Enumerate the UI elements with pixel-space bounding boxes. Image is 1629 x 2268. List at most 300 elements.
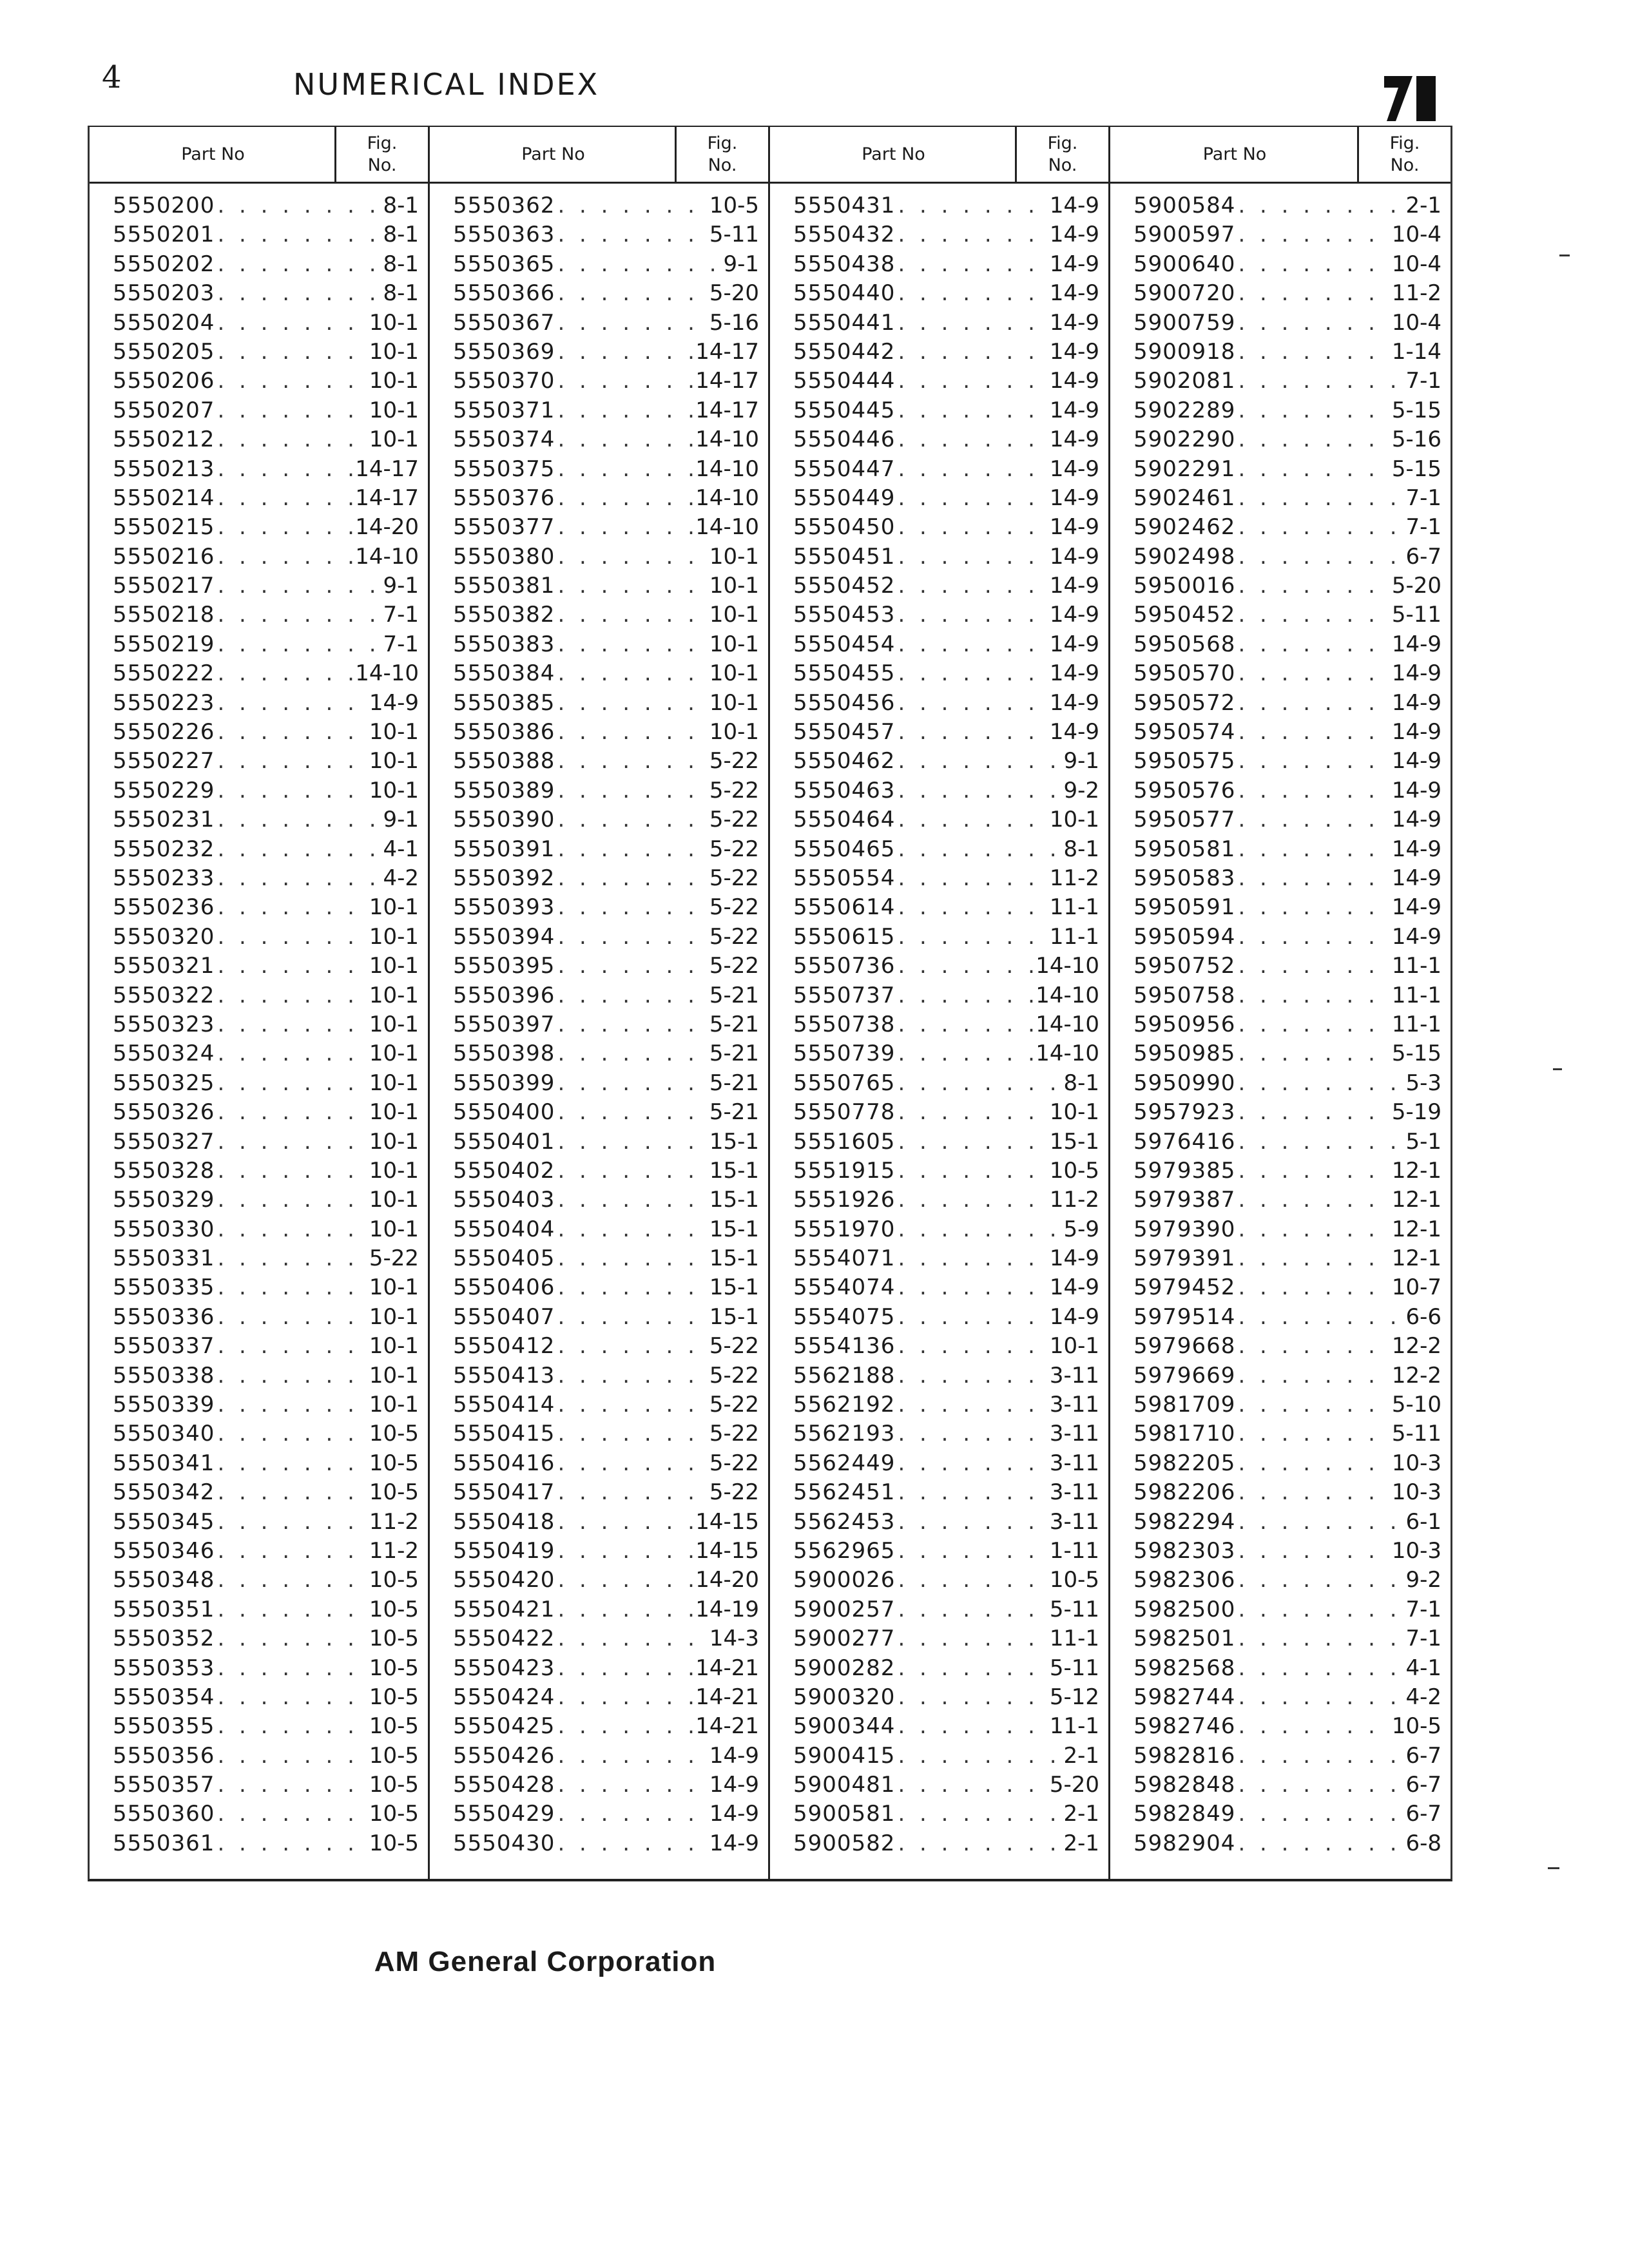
index-row (430, 1392, 768, 1421)
leader-dots (217, 514, 352, 540)
index-row (90, 427, 428, 456)
part-number: 5550432 (793, 222, 896, 248)
leader-dots (1238, 456, 1389, 482)
index-row (430, 983, 768, 1012)
index-row (770, 485, 1108, 514)
index-row (770, 807, 1108, 836)
index-row (90, 1041, 428, 1070)
part-number: 5550413 (453, 1362, 555, 1389)
index-row (90, 193, 428, 222)
leader-dots (557, 1158, 706, 1184)
figure-number: 14-10 (695, 485, 759, 511)
leader-dots (557, 514, 693, 540)
figure-number: 14-9 (709, 1801, 759, 1827)
figure-number: 14-20 (695, 1567, 759, 1593)
index-row (770, 1509, 1108, 1538)
leader-dots (898, 1567, 1046, 1593)
index-row (90, 865, 428, 894)
leader-dots (217, 398, 366, 423)
part-number: 5982816 (1133, 1742, 1236, 1769)
part-number: 5982501 (1133, 1626, 1236, 1652)
index-row (430, 1713, 768, 1742)
leader-dots (217, 1363, 366, 1389)
index-row (770, 1655, 1108, 1684)
index-row (430, 544, 768, 573)
figure-number: 5-20 (1391, 573, 1441, 599)
part-number: 5550442 (793, 338, 896, 365)
part-number: 5550206 (113, 368, 215, 394)
part-number: 5550336 (113, 1303, 215, 1330)
part-number: 5982206 (1133, 1479, 1236, 1506)
index-row (770, 427, 1108, 456)
part-number: 5982303 (1133, 1537, 1236, 1564)
figure-number: 10-5 (1049, 1157, 1099, 1184)
part-number: 5550392 (453, 865, 555, 891)
index-row (430, 1538, 768, 1567)
part-number: 5550322 (113, 982, 215, 1008)
figure-number: 10-1 (369, 1274, 419, 1301)
leader-dots (898, 924, 1046, 950)
part-number: 5950575 (1133, 748, 1236, 774)
part-number: 5979387 (1133, 1187, 1236, 1213)
part-number: 5550362 (453, 193, 555, 218)
part-number: 5550202 (113, 251, 215, 277)
part-number: 5982904 (1133, 1830, 1236, 1856)
figure-number: 14-9 (1049, 427, 1099, 453)
figure-number: 11-1 (1049, 1626, 1099, 1652)
leader-dots (1238, 748, 1389, 774)
figure-number: 10-5 (369, 1742, 419, 1769)
figure-number: 14-9 (1391, 807, 1441, 833)
figure-number: 10-1 (709, 689, 759, 716)
figure-number: 11-2 (1049, 865, 1099, 891)
index-column-1 (90, 127, 430, 1879)
figure-number: 6-6 (1405, 1303, 1441, 1330)
figure-number: 3-11 (1049, 1508, 1099, 1535)
leader-dots (217, 953, 366, 979)
figure-number: 14-10 (355, 543, 419, 570)
index-row (430, 339, 768, 368)
leader-dots (1238, 1450, 1389, 1476)
figure-number: 14-9 (1391, 777, 1441, 803)
figure-number: 10-1 (369, 1157, 419, 1184)
index-rows (90, 193, 428, 1860)
part-number: 5550229 (113, 777, 215, 803)
leader-dots (898, 1713, 1046, 1739)
figure-number: 10-5 (369, 1713, 419, 1740)
index-row (770, 690, 1108, 719)
index-row (430, 1274, 768, 1303)
index-row (430, 280, 768, 309)
index-row (1110, 573, 1451, 602)
leader-dots (1238, 1070, 1403, 1096)
index-row (430, 456, 768, 485)
leader-dots (217, 1099, 366, 1125)
figure-number: 10-5 (369, 1655, 419, 1681)
figure-number: 10-1 (369, 953, 419, 979)
index-row (770, 1363, 1108, 1392)
leader-dots (217, 778, 366, 803)
leader-dots (898, 1363, 1046, 1389)
figure-number: 14-9 (1049, 222, 1099, 248)
index-row (770, 748, 1108, 777)
part-number: 5982849 (1133, 1801, 1236, 1827)
figure-number: 14-21 (695, 1713, 759, 1740)
index-row (90, 1597, 428, 1626)
leader-dots (557, 719, 706, 745)
fig-label-top: Fig. (1389, 133, 1420, 153)
figure-number: 14-9 (1049, 397, 1099, 423)
leader-dots (898, 1450, 1046, 1476)
leader-dots (1238, 690, 1389, 716)
part-number: 5550377 (453, 514, 555, 541)
part-number: 5979669 (1133, 1362, 1236, 1389)
figure-number: 14-9 (1049, 660, 1099, 687)
part-number: 5562965 (793, 1537, 896, 1564)
part-number: 5550462 (793, 748, 896, 774)
part-number: 5550398 (453, 1041, 555, 1067)
figure-number: 10-5 (369, 1450, 419, 1476)
index-row (90, 251, 428, 280)
index-row (90, 1187, 428, 1216)
leader-dots (557, 1597, 693, 1622)
index-row (1110, 778, 1451, 807)
index-row (770, 1187, 1108, 1216)
part-number: 5902498 (1133, 543, 1236, 570)
leader-dots (1238, 1597, 1403, 1622)
leader-dots (898, 1158, 1046, 1184)
index-row (430, 222, 768, 251)
part-number: 5550214 (113, 485, 215, 511)
part-number: 5550455 (793, 660, 896, 687)
leader-dots (1238, 544, 1403, 570)
margin-mark (1553, 1068, 1562, 1070)
leader-dots (898, 1216, 1061, 1242)
figure-number: 10-5 (369, 1830, 419, 1856)
index-row (90, 1333, 428, 1362)
part-number: 5550351 (113, 1596, 215, 1622)
leader-dots (557, 836, 706, 862)
leader-dots (557, 1070, 706, 1096)
leader-dots (898, 1538, 1046, 1564)
index-row (430, 193, 768, 222)
index-row (770, 1743, 1108, 1772)
leader-dots (898, 193, 1046, 218)
part-number: 5550200 (113, 193, 215, 218)
part-number: 5550203 (113, 280, 215, 307)
leader-dots (557, 690, 706, 716)
part-number: 5550320 (113, 923, 215, 950)
leader-dots (217, 631, 380, 657)
index-row (430, 748, 768, 777)
figure-number: 3-11 (1049, 1362, 1099, 1389)
leader-dots (557, 222, 706, 247)
part-number: 5550440 (793, 280, 896, 307)
part-number: 5550327 (113, 1128, 215, 1155)
index-row (1110, 865, 1451, 894)
figure-number: 7-1 (383, 602, 419, 628)
index-row (90, 836, 428, 865)
figure-number: 14-9 (1049, 1303, 1099, 1330)
index-row (430, 1509, 768, 1538)
index-row (770, 339, 1108, 368)
figure-number: 14-9 (1391, 719, 1441, 745)
index-row (1110, 983, 1451, 1012)
leader-dots (1238, 427, 1389, 452)
figure-number: 2-1 (1063, 1830, 1099, 1856)
leader-dots (1238, 1304, 1403, 1330)
figure-number: 15-1 (709, 1245, 759, 1272)
figure-number: 4-2 (1405, 1684, 1441, 1710)
part-number: 5550385 (453, 689, 555, 716)
footer-company-name: AM General Corporation (374, 1946, 717, 1977)
leader-dots (217, 1129, 366, 1155)
leader-dots (898, 1304, 1046, 1330)
part-number: 5950572 (1133, 689, 1236, 716)
part-number: 5550374 (453, 427, 555, 453)
figure-number: 5-22 (709, 923, 759, 950)
part-number: 5550426 (453, 1742, 555, 1769)
part-number: 5900581 (793, 1801, 896, 1827)
figure-number: 6-7 (1405, 543, 1441, 570)
index-row (430, 602, 768, 631)
figure-number: 10-1 (369, 1187, 419, 1213)
index-row (90, 748, 428, 777)
index-column-3 (770, 127, 1110, 1879)
part-number: 5550354 (113, 1684, 215, 1710)
part-number: 5550217 (113, 573, 215, 599)
index-row (90, 280, 428, 309)
leader-dots (898, 1597, 1046, 1622)
leader-dots (217, 1831, 366, 1856)
part-number: 5562453 (793, 1508, 896, 1535)
part-number: 5550386 (453, 719, 555, 745)
figure-number: 5-22 (709, 1450, 759, 1476)
part-no-header: Part No (521, 144, 585, 164)
leader-dots (1238, 193, 1403, 218)
figure-number: 9-1 (723, 251, 759, 277)
index-row (770, 1684, 1108, 1713)
leader-dots (557, 953, 706, 979)
figure-number: 10-1 (709, 573, 759, 599)
index-row (430, 1772, 768, 1801)
part-number: 5550233 (113, 865, 215, 891)
figure-number: 10-5 (369, 1567, 419, 1593)
part-number: 5550215 (113, 514, 215, 541)
figure-number: 8-1 (383, 251, 419, 277)
figure-number: 11-1 (1049, 894, 1099, 921)
leader-dots (898, 339, 1046, 365)
index-row (770, 1567, 1108, 1596)
leader-dots (1238, 485, 1403, 511)
leader-dots (557, 1421, 706, 1446)
part-number: 5550416 (453, 1450, 555, 1476)
figure-number: 8-1 (383, 222, 419, 248)
figure-number: 5-12 (1049, 1684, 1099, 1710)
figure-number: 5-11 (1391, 1421, 1441, 1447)
part-number: 5550446 (793, 427, 896, 453)
leader-dots (898, 690, 1046, 716)
index-row (1110, 251, 1451, 280)
leader-dots (217, 690, 366, 716)
part-number: 5550614 (793, 894, 896, 921)
leader-dots (1238, 368, 1403, 394)
leader-dots (217, 1655, 366, 1681)
index-row (770, 1304, 1108, 1333)
leader-dots (557, 1713, 693, 1739)
page-number: 4 (102, 59, 122, 95)
part-number: 5550367 (453, 309, 555, 336)
figure-number: 5-9 (1063, 1216, 1099, 1242)
leader-dots (1238, 1187, 1389, 1213)
index-row (1110, 1099, 1451, 1128)
index-row (1110, 1655, 1451, 1684)
leader-dots (1238, 1831, 1403, 1856)
figure-number: 5-22 (709, 1333, 759, 1360)
index-row (90, 485, 428, 514)
index-row (770, 1012, 1108, 1041)
part-number: 5950990 (1133, 1070, 1236, 1096)
index-row (1110, 924, 1451, 953)
part-number: 5550223 (113, 689, 215, 716)
leader-dots (1238, 514, 1403, 540)
figure-number: 9-1 (383, 807, 419, 833)
leader-dots (898, 836, 1061, 862)
part-number: 5550737 (793, 982, 896, 1008)
index-row (430, 1012, 768, 1041)
part-number: 5550405 (453, 1245, 555, 1272)
part-number: 5950752 (1133, 953, 1236, 979)
leader-dots (1238, 1158, 1389, 1184)
figure-number: 14-20 (355, 514, 419, 541)
part-number: 5550330 (113, 1216, 215, 1242)
figure-number: 10-1 (369, 338, 419, 365)
index-row (430, 778, 768, 807)
part-number: 5550399 (453, 1070, 555, 1096)
index-row (430, 807, 768, 836)
index-row (1110, 1216, 1451, 1245)
leader-dots (217, 1392, 366, 1418)
index-row (430, 1333, 768, 1362)
index-row (1110, 368, 1451, 397)
part-number: 5550357 (113, 1772, 215, 1798)
part-number: 5550389 (453, 777, 555, 803)
index-row (430, 1099, 768, 1128)
figure-number: 5-20 (709, 280, 759, 307)
index-row (90, 1567, 428, 1596)
fig-label-top: Fig. (367, 133, 398, 153)
index-row (430, 427, 768, 456)
figure-number: 12-1 (1391, 1245, 1441, 1272)
leader-dots (557, 1479, 706, 1505)
leader-dots (1238, 1567, 1403, 1593)
column-header (1110, 127, 1451, 184)
index-rows (1110, 193, 1451, 1860)
part-number: 5550430 (453, 1830, 555, 1856)
figure-number: 14-19 (695, 1596, 759, 1622)
leader-dots (557, 398, 693, 423)
index-row (430, 1626, 768, 1655)
index-row (1110, 427, 1451, 456)
figure-number: 10-5 (369, 1684, 419, 1710)
figure-number: 5-19 (1391, 1099, 1441, 1126)
figure-number: 7-1 (1405, 368, 1441, 394)
part-number: 5550431 (793, 193, 896, 218)
part-number: 5950568 (1133, 631, 1236, 657)
index-row (1110, 1831, 1451, 1860)
part-number: 5550738 (793, 1011, 896, 1037)
column-header (770, 127, 1108, 184)
fig-label-bottom: No. (708, 155, 737, 175)
part-number: 5950758 (1133, 982, 1236, 1008)
figure-number: 3-11 (1049, 1392, 1099, 1418)
part-number: 5900320 (793, 1684, 896, 1710)
figure-number: 15-1 (709, 1303, 759, 1330)
figure-number: 14-9 (1391, 748, 1441, 774)
index-row (90, 544, 428, 573)
leader-dots (557, 1129, 706, 1155)
leader-dots (557, 983, 706, 1008)
index-row (430, 660, 768, 689)
part-number: 5550346 (113, 1537, 215, 1564)
index-row (90, 1626, 428, 1655)
leader-dots (217, 1479, 366, 1505)
index-row (430, 1684, 768, 1713)
leader-dots (898, 1041, 1033, 1066)
part-number: 5551926 (793, 1187, 896, 1213)
leader-dots (557, 485, 693, 511)
index-row (90, 398, 428, 427)
figure-number: 14-21 (695, 1684, 759, 1710)
figure-number: 15-1 (709, 1216, 759, 1242)
index-row (430, 485, 768, 514)
index-row (770, 222, 1108, 251)
index-row (430, 514, 768, 543)
index-row (90, 456, 428, 485)
index-row (1110, 953, 1451, 982)
fig-no-header (334, 127, 428, 182)
part-no-header: Part No (862, 144, 925, 164)
part-number: 5550331 (113, 1245, 215, 1272)
leader-dots (217, 1245, 366, 1271)
leader-dots (898, 1509, 1046, 1535)
part-number: 5550337 (113, 1333, 215, 1360)
leader-dots (1238, 719, 1389, 745)
index-row (430, 1158, 768, 1187)
part-number: 5902289 (1133, 397, 1236, 423)
leader-dots (557, 193, 706, 218)
leader-dots (217, 924, 366, 950)
leader-dots (898, 1274, 1046, 1300)
leader-dots (217, 544, 352, 570)
part-number: 5550423 (453, 1655, 555, 1681)
figure-number: 10-3 (1391, 1450, 1441, 1476)
leader-dots (217, 1012, 366, 1037)
index-row (90, 1012, 428, 1041)
leader-dots (898, 865, 1046, 891)
figure-number: 11-1 (1391, 953, 1441, 979)
figure-number: 12-1 (1391, 1187, 1441, 1213)
leader-dots (1238, 1684, 1403, 1710)
index-row (1110, 807, 1451, 836)
part-number: 5902290 (1133, 427, 1236, 453)
figure-number: 11-2 (369, 1508, 419, 1535)
index-row (430, 894, 768, 923)
figure-number: 11-1 (1049, 923, 1099, 950)
part-number: 5550361 (113, 1830, 215, 1856)
leader-dots (217, 1713, 366, 1739)
part-number: 5551915 (793, 1157, 896, 1184)
